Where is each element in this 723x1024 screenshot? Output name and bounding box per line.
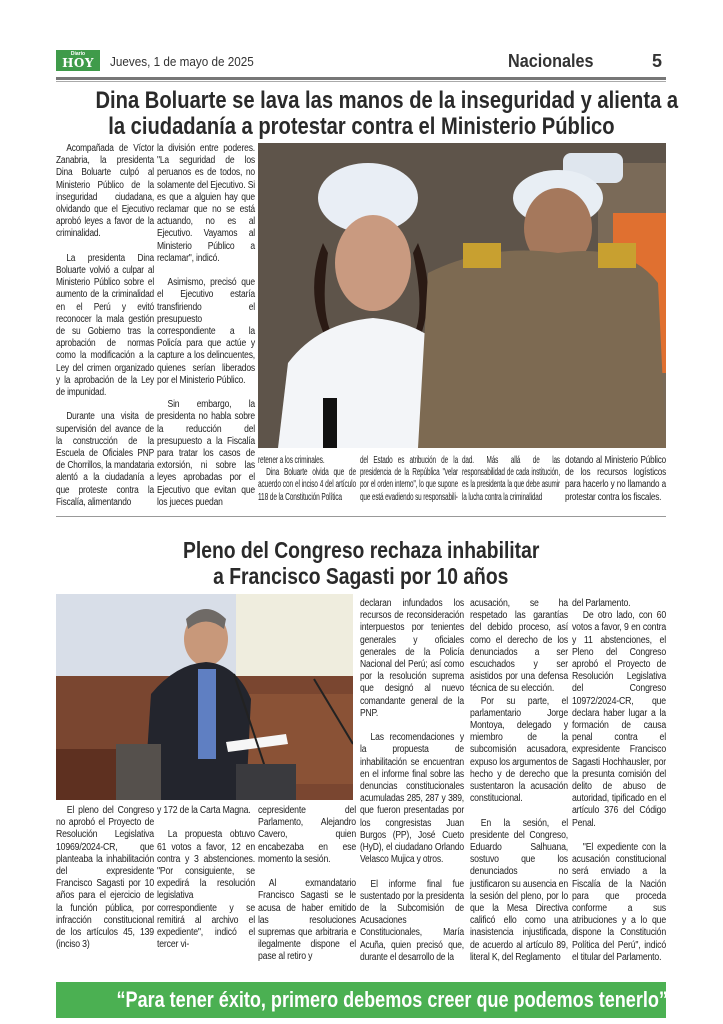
paragraph: dotando al Ministerio Público de los recursos logísticos para hacerlo y no llamando a protestar contra los fiscales. (565, 455, 666, 503)
article1-headline (40, 88, 682, 140)
paragraph: Acompañada de Víctor Zanabria, la presidenta Dina Boluarte culpó al Ministerio Público de la inseguridad ciudadana, olvidando que el Ejecutivo aprobó leyes a favor de la criminalidad. (56, 143, 154, 240)
text-column (258, 455, 356, 504)
paragraph: Sin embargo, la presidenta no habla sobre la reducción del presupuesto a la Fiscalía para tratar los casos de extorsión, ni sobre las leyes aprobadas por el Ejecutivo que evitan que los jueces puedan (157, 399, 255, 508)
paragraph: declaran infundados los recursos de reconsideración interpuestos por tenientes generales y oficiales generales de la Policía Nacional del Perú; así como por la resolución suprema que designó al nuevo comandante general de la PNP. (360, 598, 464, 719)
text-column (470, 598, 568, 964)
paragraph: Las recomendaciones y la propuesta de inhabilitación se encuentran en el informe final sobre las denuncias constitucionales acumuladas 285, 287 y 389, que fueron presentadas por los congresistas Juan Burgos (PP), José Cueto (HyD), el ciudadano Orlando Velasco Mujica y otros. (360, 732, 464, 866)
article-divider (56, 516, 666, 517)
paragraph: El pleno del Congreso no aprobó el Proyecto de Resolución Legislativa 10969/2024-CR, que planteaba la inhabilitación del expresidente Francisco Sagasti por 10 años para el ejercicio de la función pública, por infracción constitucional de los artículos 45, 139 (inciso 3) (56, 805, 154, 951)
headline-line: la ciudadanía a protestar contra el Ministerio Público (107, 113, 615, 140)
text-column (572, 598, 666, 964)
newspaper-logo (56, 50, 100, 71)
page-number: 5 (652, 51, 663, 71)
paragraph: El informe final fue sustentado por la presidenta de la Subcomisión de Acusaciones Constitucionales, María Acuña, quien precisó que, durante el desarrollo de la (360, 878, 464, 963)
logo-big-text: HOY (62, 56, 94, 70)
paragraph: cepresidente del Parlamento, Alejandro Cavero, quien encabezaba en ese momento la sesión. (258, 805, 356, 865)
paragraph: retener a los criminales. (258, 455, 325, 466)
paragraph: y 172 de la Carta Magna. (157, 805, 251, 816)
header-rule (56, 77, 666, 80)
paragraph: acusación, se ha respetado las garantías del debido proceso, así como el derecho de los denunciados a ser escuchados y ser asistidos por una defensa técnica de su elección. (470, 598, 568, 695)
paragraph: "El expediente con la acusación constitucional será enviado a la Fiscalía de la Nación para que proceda conforme a sus atribuciones y a lo que dispone la Constitución Política del Perú", indicó el titular del Parlamento. (572, 842, 666, 963)
paragraph: Asimismo, precisó que el Ejecutivo estaría transfiriendo el presupuesto correspondiente a la Policía para que actúe y capture a los delincuentes, quienes serían liberados por el Ministerio Público. (157, 277, 255, 386)
logo-small-text: Diario (70, 51, 86, 57)
paragraph: del Estado es atribución de la presidencia de la República "velar por el orden interno", lo que supone que está evadiendo su responsabili- (360, 455, 458, 503)
text-column (360, 455, 458, 504)
photo-sagasti-speaking (56, 594, 353, 800)
text-column (157, 143, 255, 509)
paragraph: De otro lado, con 60 votos a favor, 9 en contra y 11 abstenciones, el Pleno del Congreso aprobó el Proyecto de Resolución Legislativa del Congreso 10972/2024-CR, que declara haber lugar a la formación de causa penal contra el expresidente Francisco Sagasti Hochhausler, por la presunta comisión del delito de abuso de autoridad, tipificado en el artículo 376 del Código Penal. (572, 610, 666, 829)
banner-quote: “Para tener éxito, primero debemos creer que podemos tenerlo” (116, 987, 668, 1012)
paragraph: Dina Boluarte olvida que de acuerdo con el inciso 4 del artículo 118 de la Constitución Política (258, 467, 356, 503)
paragraph: Por su parte, el parlamentario Jorge Montoya, delegado y miembro de la subcomisión acusadora, expuso los argumentos de hecho y de derecho que sustentaron la acusación constitucional. (470, 695, 568, 805)
paragraph: la división entre poderes. "La seguridad de los peruanos es de todos, no solamente del Ejecutivo. Si es que a alguien hay que reclamar que no se está actuando, no es al Ejecutivo. Vayamos al Ministerio Público a reclamar", indicó. (157, 143, 255, 264)
issue-date: Jueves, 1 de mayo de 2025 (110, 54, 254, 69)
quote-banner (56, 982, 666, 1018)
paragraph: dad. Más allá de las responsabilidad de cada institución, es la presidenta la que debe asumir la lucha contra la criminalidad (462, 455, 560, 503)
headline-line: Pleno del Congreso rechaza inhabilitar (182, 537, 540, 563)
text-column (258, 805, 356, 964)
article2-headline (40, 537, 682, 589)
text-column (462, 455, 560, 504)
text-column (565, 455, 666, 504)
paragraph: La propuesta obtuvo 61 votos a favor, 12 en contra y 3 abstenciones. "Por consiguiente, se expedirá la resolución legislativa correspondiente y se remitirá al archivo el expediente", indicó el tercer vi- (157, 829, 255, 951)
photo-boluarte-officer (258, 143, 666, 448)
paragraph: En la sesión, el presidente del Congreso, Eduardo Salhuana, sostuvo que los denunciados no justificaron su ausencia en la sesión del pleno, por lo que la Mesa Directiva calificó ello como una inasistencia injustificada, de acuerdo al artículo 89, literal K, del Reglamento (470, 817, 568, 963)
paragraph: Al exmandatario Francisco Sagasti se le acusa de haber emitido las resoluciones supremas que arbitraria e ilegalmente dispone el pase al retiro y (258, 878, 356, 963)
header-rule-thin (56, 81, 666, 82)
headline-line: Dina Boluarte se lava las manos de la inseguridad y alienta a (95, 87, 679, 114)
paragraph: Durante una visita de supervisión del avance de la construcción de la Escuela de Oficiales PNP de Chorrillos, la mandataria alentó a la ciudadanía a que proteste contra la Fiscalía, alimentando (56, 411, 154, 508)
article2-photo (56, 594, 353, 800)
section-name: Nacionales (508, 51, 594, 71)
text-column (56, 143, 154, 509)
text-column (157, 805, 255, 951)
paragraph: La presidenta Dina Boluarte volvió a culpar al Ministerio Público sobre el aumento de la criminalidad en el Perú y evitó reconocer la mala gestión de su Gobierno tras la aprobación de normas como la modificación a la Ley del crimen organizado y la aprobación de la Ley de impunidad. (56, 252, 154, 399)
headline-line: a Francisco Sagasti por 10 años (213, 563, 509, 589)
paragraph: del Parlamento. (572, 598, 631, 609)
text-column (56, 805, 154, 951)
article1-photo (258, 143, 666, 448)
text-column (360, 598, 464, 964)
